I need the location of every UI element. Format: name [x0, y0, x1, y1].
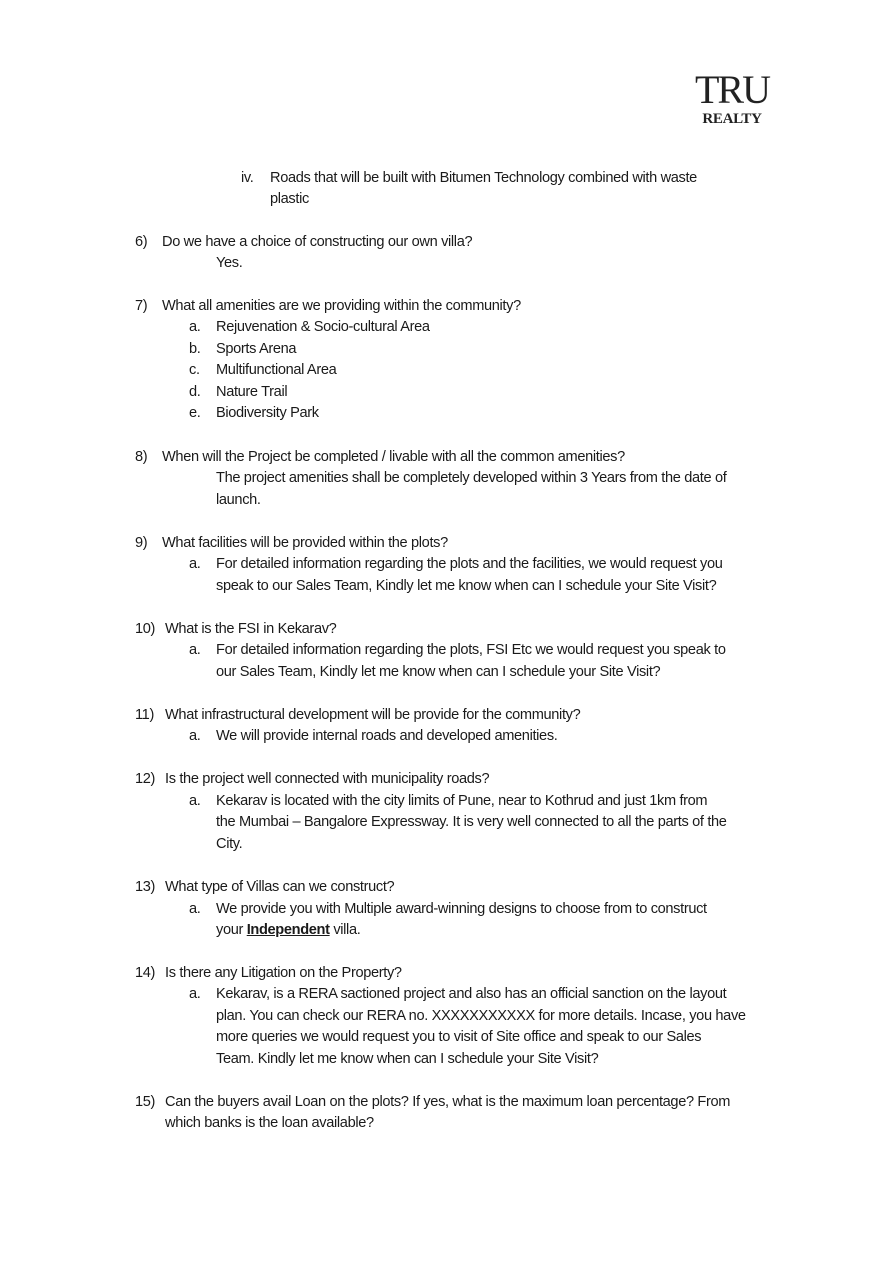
- question-text: Can the buyers avail Loan on the plots? If yes, what is the maximum loan percentage? From: [165, 1094, 731, 1110]
- list-marker: a.: [189, 319, 201, 335]
- question-number: 6): [135, 234, 148, 250]
- question-text: What all amenities are we providing within the community?: [162, 298, 521, 314]
- list-marker: a.: [189, 986, 201, 1002]
- question-number: 12): [135, 771, 156, 787]
- list-marker: a.: [189, 642, 201, 658]
- answer-line: [216, 920, 360, 942]
- question-number: 10): [135, 621, 156, 637]
- list-marker: d.: [189, 384, 201, 400]
- question-number: 14): [135, 965, 156, 981]
- answer-text: your: [216, 922, 247, 938]
- answer-line: more queries we would request you to visit of Site office and speak to our Sales: [216, 1029, 702, 1045]
- question-number: 8): [135, 449, 148, 465]
- list-marker: b.: [189, 341, 201, 357]
- list-marker: a.: [189, 556, 201, 572]
- answer-line: our Sales Team, Kindly let me know when can I schedule your Site Visit?: [216, 664, 661, 680]
- answer-line: plan. You can check our RERA no. XXXXXXXXXXX for more details. Incase, you have: [216, 1008, 746, 1024]
- list-marker: a.: [189, 901, 201, 917]
- logo-tru-text: TRU: [695, 67, 769, 112]
- question-number: 9): [135, 535, 148, 551]
- question-text: What facilities will be provided within the plots?: [162, 535, 448, 551]
- question-number: 13): [135, 879, 156, 895]
- answer-line: We will provide internal roads and developed amenities.: [216, 728, 558, 744]
- question-number: 7): [135, 298, 148, 314]
- answer-line: City.: [216, 836, 243, 852]
- list-marker: e.: [189, 405, 201, 421]
- list-marker: iv.: [241, 170, 254, 186]
- answer-line: launch.: [216, 492, 261, 508]
- list-item: Multifunctional Area: [216, 362, 337, 378]
- answer-text: villa.: [329, 922, 361, 938]
- question-text: which banks is the loan available?: [165, 1115, 374, 1131]
- answer-line: Kekarav, is a RERA sactioned project and also has an official sanction on the layout: [216, 986, 727, 1002]
- emphasis-independent: Independent: [246, 922, 330, 938]
- logo-realty-text: REALTY: [702, 111, 762, 127]
- tru-realty-logo: [684, 67, 780, 128]
- question-text: Do we have a choice of constructing our own villa?: [162, 234, 473, 250]
- question-number: 15): [135, 1094, 156, 1110]
- list-item: Nature Trail: [216, 384, 288, 400]
- list-item: Biodiversity Park: [216, 405, 319, 421]
- list-marker: c.: [189, 362, 200, 378]
- answer-line: For detailed information regarding the plots and the facilities, we would request you: [216, 556, 723, 572]
- question-number: 11): [135, 707, 154, 723]
- answer-line: Roads that will be built with Bitumen Technology combined with waste: [270, 170, 697, 186]
- answer-line: plastic: [270, 191, 309, 207]
- question-text: Is the project well connected with municipality roads?: [165, 771, 490, 787]
- question-text: What infrastructural development will be provide for the community?: [165, 707, 581, 723]
- list-marker: a.: [189, 728, 201, 744]
- answer-line: the Mumbai – Bangalore Expressway. It is very well connected to all the parts of the: [216, 814, 727, 830]
- answer-line: The project amenities shall be completely developed within 3 Years from the date of: [216, 470, 727, 486]
- question-text: Is there any Litigation on the Property?: [165, 965, 402, 981]
- list-item: Rejuvenation & Socio-cultural Area: [216, 319, 430, 335]
- answer-line: Team. Kindly let me know when can I schedule your Site Visit?: [216, 1051, 599, 1067]
- question-text: When will the Project be completed / livable with all the common amenities?: [162, 449, 625, 465]
- answer-line: speak to our Sales Team, Kindly let me know when can I schedule your Site Visit?: [216, 578, 717, 594]
- answer-line: Yes.: [216, 255, 243, 271]
- list-item: Sports Arena: [216, 341, 297, 357]
- answer-line: Kekarav is located with the city limits of Pune, near to Kothrud and just 1km from: [216, 793, 708, 809]
- question-text: What type of Villas can we construct?: [165, 879, 395, 895]
- question-text: What is the FSI in Kekarav?: [165, 621, 337, 637]
- list-marker: a.: [189, 793, 201, 809]
- answer-line: We provide you with Multiple award-winning designs to choose from to construct: [216, 901, 707, 917]
- answer-line: For detailed information regarding the plots, FSI Etc we would request you speak to: [216, 642, 726, 658]
